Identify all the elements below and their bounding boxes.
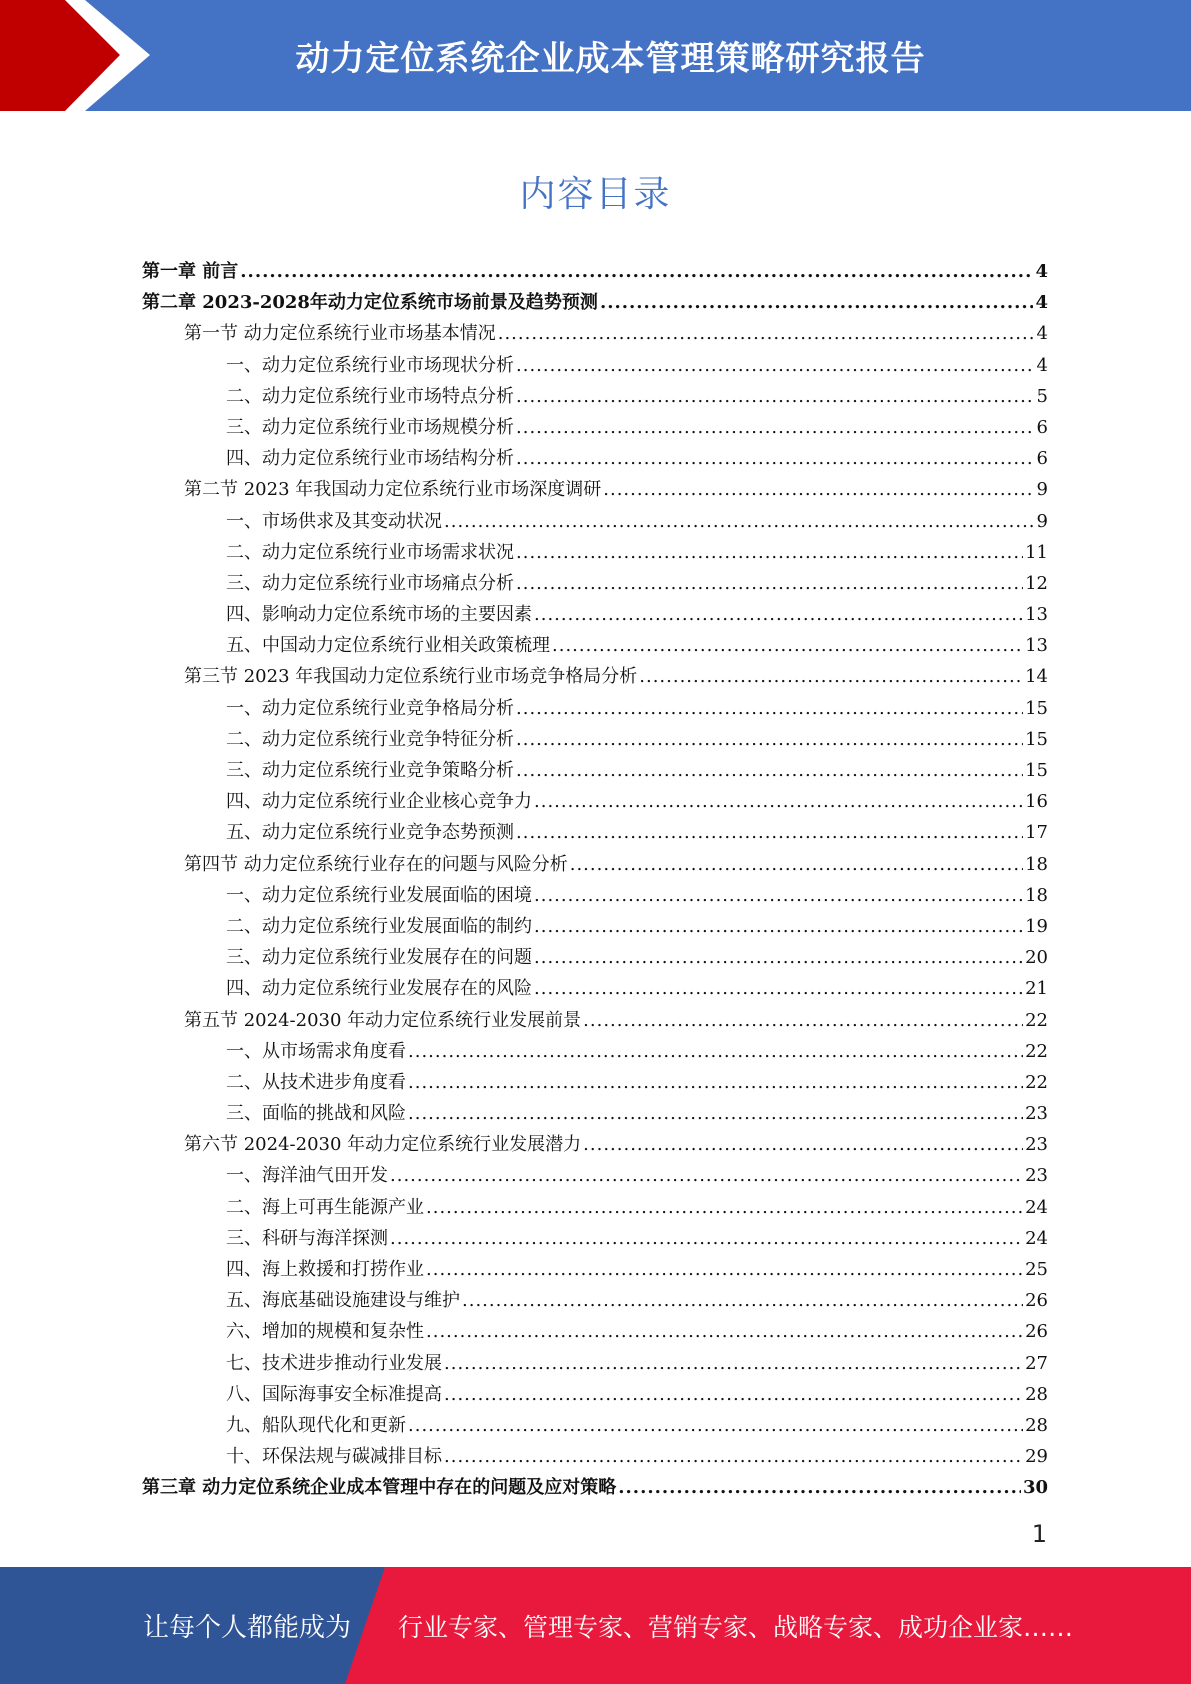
toc-entry-page: 4	[1035, 292, 1048, 314]
toc-dot-leader	[462, 1285, 1023, 1316]
toc-dot-leader	[534, 942, 1023, 973]
toc-dot-leader	[534, 973, 1023, 1004]
toc-entry-item[interactable]	[142, 724, 1048, 755]
toc-entry-page: 24	[1025, 1227, 1048, 1249]
toc-dot-leader	[426, 1316, 1023, 1347]
toc-entry-item[interactable]	[142, 1348, 1048, 1379]
toc-entry-label: 四、动力定位系统行业发展存在的风险	[226, 978, 532, 1000]
toc-entry-item[interactable]	[142, 599, 1048, 630]
toc-entry-page: 4	[1036, 323, 1048, 345]
toc-entry-label: 第五节 2024-2030 年动力定位系统行业发展前景	[184, 1009, 582, 1031]
toc-entry-label: 九、船队现代化和更新	[226, 1414, 406, 1436]
toc-entry-label: 十、环保法规与碳减排目标	[226, 1446, 442, 1468]
toc-entry-label: 三、面临的挑战和风险	[226, 1103, 406, 1125]
toc-dot-leader	[390, 1223, 1023, 1254]
toc-dot-leader	[618, 1472, 1021, 1503]
toc-entry-page: 9	[1036, 479, 1048, 501]
toc-dot-leader	[534, 786, 1023, 817]
toc-dot-leader	[426, 1192, 1023, 1223]
toc-entry-item[interactable]	[142, 973, 1048, 1004]
toc-entry-label: 第二节 2023 年我国动力定位系统行业市场深度调研	[184, 479, 602, 501]
toc-entry-label: 第三节 2023 年我国动力定位系统行业市场竞争格局分析	[184, 666, 638, 688]
toc-entry-page: 5	[1036, 385, 1048, 407]
toc-entry-section[interactable]	[142, 1005, 1048, 1036]
toc-entry-item[interactable]	[142, 942, 1048, 973]
toc-entry-section[interactable]	[142, 849, 1048, 880]
toc-entry-page: 27	[1025, 1352, 1048, 1374]
report-title: 动力定位系统企业成本管理策略研究报告	[295, 39, 926, 79]
toc-entry-page: 13	[1025, 635, 1048, 657]
toc-entry-item[interactable]	[142, 693, 1048, 724]
toc-dot-leader	[408, 1067, 1023, 1098]
toc-entry-page: 6	[1036, 416, 1048, 438]
toc-entry-page: 11	[1025, 541, 1048, 563]
toc-entry-item[interactable]	[142, 911, 1048, 942]
toc-entry-page: 28	[1025, 1383, 1048, 1405]
toc-dot-leader	[516, 412, 1035, 443]
toc-dot-leader	[444, 1441, 1023, 1472]
toc-entry-label: 七、技术进步推动行业发展	[226, 1352, 442, 1374]
toc-entry-item[interactable]	[142, 817, 1048, 848]
toc-entry-item[interactable]	[142, 1316, 1048, 1347]
toc-entry-page: 22	[1025, 1040, 1048, 1062]
toc-entry-label: 第六节 2024-2030 年动力定位系统行业发展潜力	[184, 1134, 582, 1156]
toc-dot-leader	[570, 849, 1023, 880]
toc-entry-label: 四、动力定位系统行业企业核心竞争力	[226, 791, 532, 813]
toc-entry-label: 二、动力定位系统行业市场特点分析	[226, 385, 514, 407]
toc-entry-page: 15	[1025, 697, 1048, 719]
table-of-contents	[142, 256, 1048, 1504]
toc-entry-label: 四、海上救援和打捞作业	[226, 1259, 424, 1280]
page-number: 1	[1031, 1520, 1047, 1548]
toc-dot-leader	[639, 661, 1023, 692]
toc-entry-label: 五、中国动力定位系统行业相关政策梳理	[226, 635, 550, 657]
toc-entry-page: 9	[1036, 510, 1048, 532]
toc-entry-page: 29	[1025, 1446, 1048, 1468]
toc-entry-item[interactable]	[142, 1441, 1048, 1472]
toc-dot-leader	[408, 1098, 1023, 1129]
toc-entry-label: 五、动力定位系统行业竞争态势预测	[226, 822, 514, 844]
toc-entry-label: 二、海上可再生能源产业	[226, 1196, 424, 1218]
toc-entry-chapter[interactable]	[142, 256, 1048, 287]
toc-entry-page: 17	[1025, 822, 1048, 844]
toc-dot-leader	[516, 693, 1023, 724]
toc-dot-leader	[583, 1005, 1023, 1036]
toc-entry-label: 一、动力定位系统行业发展面临的困境	[226, 884, 532, 906]
toc-entry-page: 4	[1036, 354, 1048, 376]
toc-entry-page: 26	[1025, 1321, 1048, 1343]
toc-entry-page: 15	[1025, 760, 1048, 781]
toc-entry-page: 4	[1035, 261, 1048, 282]
toc-dot-leader	[516, 724, 1023, 755]
toc-dot-leader	[516, 817, 1023, 848]
toc-dot-leader	[408, 1036, 1023, 1067]
toc-dot-leader	[534, 911, 1023, 942]
toc-entry-item[interactable]	[142, 1098, 1048, 1129]
toc-entry-label: 第一章 前言	[142, 261, 239, 282]
toc-dot-leader	[444, 506, 1035, 537]
toc-entry-item[interactable]	[142, 1036, 1048, 1067]
toc-entry-item[interactable]	[142, 1285, 1048, 1316]
toc-entry-item[interactable]	[142, 1254, 1048, 1285]
toc-entry-label: 二、从技术进步角度看	[226, 1071, 406, 1093]
toc-entry-page: 25	[1025, 1259, 1048, 1280]
header-band	[0, 0, 1191, 111]
toc-dot-leader	[516, 755, 1023, 786]
toc-entry-label: 一、动力定位系统行业竞争格局分析	[226, 697, 514, 719]
toc-entry-section[interactable]	[142, 318, 1048, 349]
toc-entry-label: 二、动力定位系统行业发展面临的制约	[226, 915, 532, 937]
toc-entry-page: 12	[1025, 572, 1048, 594]
toc-dot-leader	[516, 381, 1035, 412]
toc-entry-item[interactable]	[142, 1067, 1048, 1098]
toc-dot-leader	[444, 1379, 1023, 1410]
toc-entry-label: 第一节 动力定位系统行业市场基本情况	[184, 323, 496, 345]
toc-entry-item[interactable]	[142, 1379, 1048, 1410]
toc-entry-item[interactable]	[142, 537, 1048, 568]
toc-entry-page: 30	[1022, 1477, 1048, 1499]
toc-entry-label: 三、动力定位系统行业发展存在的问题	[226, 947, 532, 969]
toc-entry-label: 四、动力定位系统行业市场结构分析	[226, 448, 514, 470]
toc-dot-leader	[408, 1410, 1023, 1441]
toc-entry-label: 四、影响动力定位系统市场的主要因素	[226, 604, 532, 626]
toc-entry-item[interactable]	[142, 506, 1048, 537]
toc-dot-leader	[603, 474, 1034, 505]
toc-dot-leader	[390, 1160, 1023, 1191]
toc-entry-chapter[interactable]	[142, 1472, 1048, 1503]
toc-entry-page: 23	[1025, 1165, 1048, 1187]
toc-entry-label: 三、动力定位系统行业市场规模分析	[226, 416, 514, 438]
toc-entry-label: 一、海洋油气田开发	[226, 1165, 388, 1187]
toc-entry-section[interactable]	[142, 1129, 1048, 1160]
toc-entry-item[interactable]	[142, 568, 1048, 599]
toc-entry-page: 22	[1025, 1071, 1048, 1093]
toc-entry-page: 26	[1025, 1290, 1048, 1312]
toc-entry-label: 第四节 动力定位系统行业存在的问题与风险分析	[184, 853, 568, 875]
toc-dot-leader	[534, 880, 1023, 911]
toc-dot-leader	[583, 1129, 1023, 1160]
toc-dot-leader	[600, 287, 1034, 318]
toc-entry-section[interactable]	[142, 661, 1048, 692]
toc-dot-leader	[498, 318, 1035, 349]
toc-entry-page: 22	[1025, 1009, 1048, 1031]
toc-dot-leader	[240, 256, 1033, 287]
toc-dot-leader	[516, 537, 1023, 568]
footer-slogan-right: 行业专家、管理专家、营销专家、战略专家、成功企业家……	[398, 1612, 1074, 1642]
footer-slogan-left: 让每个人都能成为	[143, 1613, 352, 1643]
toc-entry-label: 三、动力定位系统行业市场痛点分析	[226, 572, 514, 594]
toc-entry-item[interactable]	[142, 755, 1048, 786]
toc-entry-chapter[interactable]	[142, 287, 1048, 318]
toc-dot-leader	[516, 443, 1035, 474]
toc-entry-page: 13	[1025, 604, 1048, 626]
toc-entry-page: 6	[1036, 448, 1048, 470]
toc-entry-label: 第三章 动力定位系统企业成本管理中存在的问题及应对策略	[142, 1477, 617, 1499]
toc-entry-label: 六、增加的规模和复杂性	[226, 1321, 424, 1343]
toc-dot-leader	[516, 350, 1035, 381]
toc-dot-leader	[426, 1254, 1023, 1285]
toc-entry-page: 18	[1025, 853, 1048, 875]
toc-entry-page: 14	[1025, 666, 1048, 688]
toc-entry-item[interactable]	[142, 412, 1048, 443]
toc-entry-label: 二、动力定位系统行业竞争特征分析	[226, 728, 514, 750]
toc-entry-item[interactable]	[142, 1160, 1048, 1191]
toc-entry-label: 三、科研与海洋探测	[226, 1227, 388, 1249]
toc-entry-item[interactable]	[142, 1223, 1048, 1254]
toc-dot-leader	[444, 1348, 1023, 1379]
toc-entry-page: 23	[1025, 1134, 1048, 1156]
toc-entry-label: 第二章 2023-2028年动力定位系统市场前景及趋势预测	[142, 292, 598, 314]
toc-entry-label: 一、市场供求及其变动状况	[226, 510, 442, 532]
toc-entry-item[interactable]	[142, 443, 1048, 474]
toc-entry-item[interactable]	[142, 880, 1048, 911]
toc-entry-label: 五、海底基础设施建设与维护	[226, 1290, 460, 1312]
toc-heading: 内容目录	[519, 174, 672, 215]
toc-entry-item[interactable]	[142, 786, 1048, 817]
toc-dot-leader	[552, 630, 1023, 661]
toc-entry-page: 23	[1025, 1103, 1048, 1125]
toc-entry-item[interactable]	[142, 350, 1048, 381]
toc-entry-page: 20	[1025, 947, 1048, 969]
toc-entry-item[interactable]	[142, 1410, 1048, 1441]
toc-entry-label: 一、从市场需求角度看	[226, 1040, 406, 1062]
toc-entry-page: 24	[1025, 1196, 1048, 1218]
footer-band	[0, 1567, 1191, 1684]
toc-entry-label: 一、动力定位系统行业市场现状分析	[226, 354, 514, 376]
toc-dot-leader	[516, 568, 1023, 599]
toc-entry-section[interactable]	[142, 474, 1048, 505]
toc-entry-page: 16	[1025, 791, 1048, 813]
toc-entry-page: 28	[1025, 1414, 1048, 1436]
toc-entry-page: 19	[1025, 915, 1048, 937]
toc-entry-page: 15	[1025, 728, 1048, 750]
toc-entry-page: 21	[1025, 978, 1048, 1000]
toc-entry-item[interactable]	[142, 1192, 1048, 1223]
toc-entry-label: 八、国际海事安全标准提高	[226, 1383, 442, 1405]
toc-entry-item[interactable]	[142, 630, 1048, 661]
toc-entry-item[interactable]	[142, 381, 1048, 412]
toc-entry-page: 18	[1025, 884, 1048, 906]
toc-entry-label: 二、动力定位系统行业市场需求状况	[226, 541, 514, 563]
toc-entry-label: 三、动力定位系统行业竞争策略分析	[226, 760, 514, 781]
toc-dot-leader	[534, 599, 1023, 630]
